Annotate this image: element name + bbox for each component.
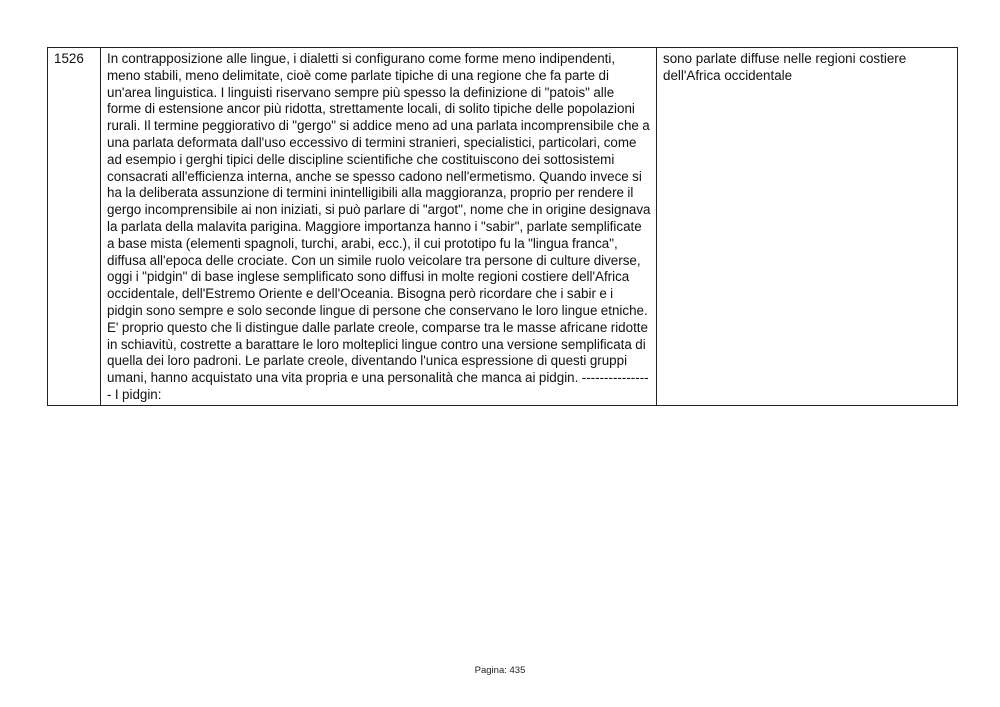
- question-table: [47, 47, 958, 406]
- answer-text: sono parlate diffuse nelle regioni costiere dell'Africa occidentale: [657, 48, 958, 406]
- question-number: 1526: [48, 48, 101, 406]
- page-number: Pagina: 435: [474, 665, 526, 676]
- page-footer: [0, 665, 1000, 676]
- table-row: [48, 48, 958, 406]
- question-text: In contrapposizione alle lingue, i dialetti si configurano come forme meno indipendenti, meno stabili, meno delimitate, cioè come parlate tipiche di una regione che fa parte di un'area linguistica. I linguisti riservano sempre più spesso la definizione di "patois" alle forme di estensione ancor più ridotta, strettamente locali, di solito tipiche delle popolazioni rurali. Il termine peggiorativo di "gergo" si addice meno ad una parlata incomprensibile che a una parlata deformata dall'uso eccessivo di termini stranieri, specialistici, particolari, come ad esempio i gerghi tipici delle discipline scientifiche che costituiscono dei sottosistemi consacrati all'efficienza interna, anche se spesso cadono nell'ermetismo. Quando invece si ha la deliberata assunzione di termini inintelligibili alla maggioranza, proprio per rendere il gergo incomprensibile ai non iniziati, si può parlare di "argot", nome che in origine designava la parlata della malavita parigina. Maggiore importanza hanno i "sabir", parlate semplificate a base mista (elementi spagnoli, turchi, arabi, ecc.), il cui prototipo fu la "lingua franca", diffusa all'epoca delle crociate. Con un simile ruolo veicolare tra persone di culture diverse, oggi i "pidgin" di base inglese semplificato sono diffusi in molte regioni costiere dell'Africa occidentale, dell'Estremo Oriente e dell'Oceania. Bisogna però ricordare che i sabir e i pidgin sono sempre e solo seconde lingue di persone che conservano le loro lingue etniche. E' proprio questo che li distingue dalle parlate creole, comparse tra le masse africane ridotte in schiavitù, costrette a barattare le loro molteplici lingue contro una versione semplificata di quella dei loro padroni. Le parlate creole, diventando l'unica espressione di questi gruppi umani, hanno acquistato una vita propria e una personalità che manca ai pidgin. ---------------- I pidgin:: [101, 48, 657, 406]
